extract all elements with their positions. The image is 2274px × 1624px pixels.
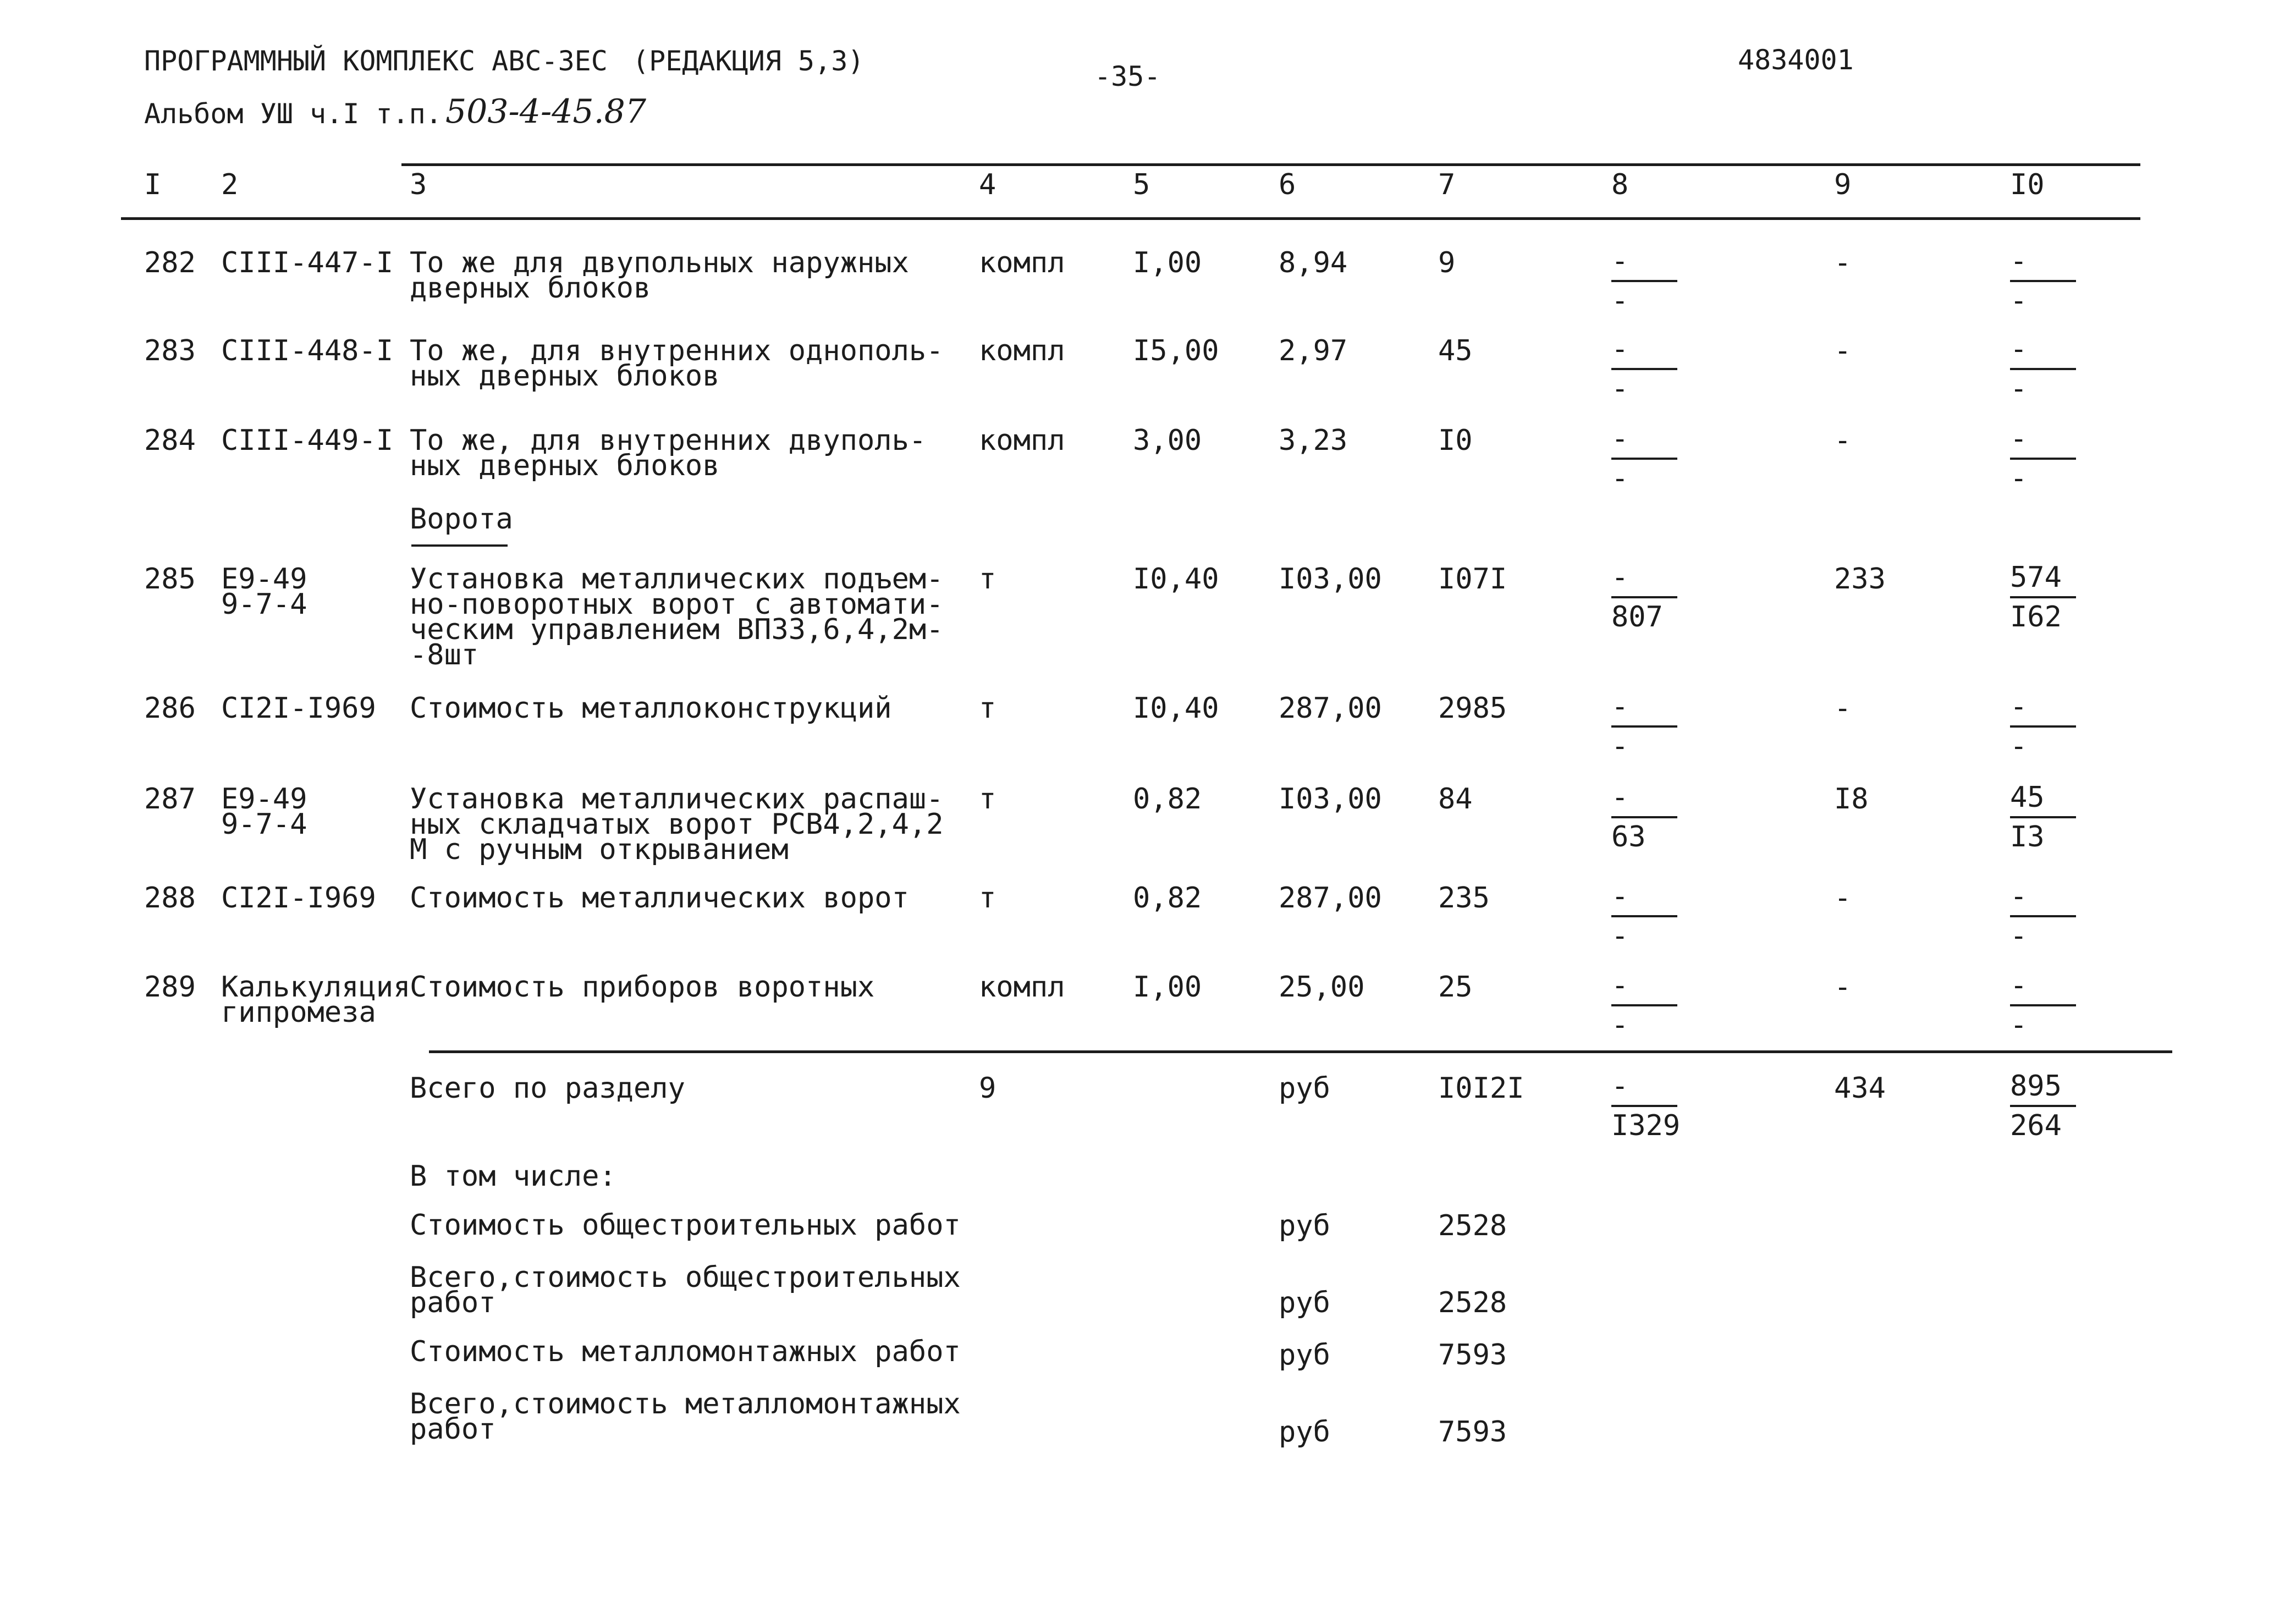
row-unit-price: 287,00	[1279, 882, 1382, 915]
total-col8-top: -	[1611, 1070, 1629, 1103]
header-bottom-rule	[121, 217, 2140, 220]
row-unit-price: I03,00	[1279, 563, 1382, 596]
row-unit: т	[979, 882, 996, 915]
row-c10-top: -	[2010, 690, 2028, 723]
row-description: Стоимость приборов воротных	[410, 971, 875, 1004]
row-description: Стоимость металлоконструкций	[410, 692, 892, 725]
summary-label: Стоимость металломонтажных работ	[410, 1335, 961, 1368]
summary-unit: руб	[1279, 1339, 1330, 1372]
doc-code: 4834001	[1738, 44, 1854, 76]
row-c8-top: -	[1611, 969, 1629, 1002]
row-c8-fraction	[1611, 969, 1677, 1042]
row-total: I0	[1438, 424, 1473, 457]
summary-value: 2528	[1438, 1286, 1507, 1319]
col-header: 6	[1279, 168, 1296, 201]
row-c8-bottom: 63	[1611, 821, 1646, 854]
row-code: Е9-49 9-7-4	[221, 563, 307, 621]
row-col9: -	[1834, 246, 1852, 279]
header-top-rule	[401, 163, 2140, 166]
col-header: 9	[1834, 168, 1852, 201]
row-code: СIII-448-I	[221, 334, 394, 367]
row-c8-bottom: 807	[1611, 601, 1663, 634]
row-c8-fraction	[1611, 333, 1677, 405]
total-unit: руб	[1279, 1072, 1330, 1105]
row-total: 2985	[1438, 692, 1507, 725]
row-unit: компл	[979, 246, 1065, 279]
row-unit-price: 2,97	[1279, 334, 1348, 367]
row-c10-bottom: -	[2010, 730, 2028, 763]
summary-unit: руб	[1279, 1209, 1330, 1242]
row-c8-fraction	[1611, 880, 1677, 953]
row-total: I07I	[1438, 563, 1507, 596]
including-label: В том числе:	[410, 1160, 616, 1193]
row-quantity: I0,40	[1133, 692, 1219, 725]
row-description: То же, для внутренних однополь- ных дверных блоков	[410, 334, 944, 393]
row-c8-top: -	[1611, 561, 1629, 594]
col-header: I	[144, 168, 162, 201]
row-total: 84	[1438, 783, 1473, 816]
row-total: 45	[1438, 334, 1473, 367]
col-header: 7	[1438, 168, 1456, 201]
row-quantity: 0,82	[1133, 783, 1202, 816]
row-c8-top: -	[1611, 333, 1629, 366]
row-c8-fraction	[1611, 245, 1677, 317]
summary-label: Стоимость общестроительных работ	[410, 1209, 961, 1242]
row-col9: I8	[1834, 783, 1869, 816]
row-description: То же, для внутренних двуполь- ных дверных блоков	[410, 424, 927, 482]
row-c8-bottom: -	[1611, 1009, 1629, 1042]
total-col8	[1611, 1070, 1680, 1142]
row-col9: -	[1834, 971, 1852, 1004]
row-col9: 233	[1834, 563, 1886, 596]
summary-value: 7593	[1438, 1416, 1507, 1449]
total-col10	[2010, 1070, 2076, 1142]
row-number: 288	[144, 882, 196, 915]
row-c10-fraction	[2010, 422, 2076, 495]
row-c8-bottom: -	[1611, 730, 1629, 763]
row-number: 289	[144, 971, 196, 1004]
row-total: 235	[1438, 882, 1490, 915]
row-number: 287	[144, 783, 196, 816]
album-prefix: Альбом УШ ч.I т.п.	[144, 98, 442, 130]
row-c8-top: -	[1611, 245, 1629, 278]
row-c8-fraction	[1611, 690, 1677, 763]
total-col10-bottom: 264	[2010, 1109, 2062, 1142]
row-unit: т	[979, 692, 996, 725]
row-c8-bottom: -	[1611, 920, 1629, 953]
row-col9: -	[1834, 424, 1852, 457]
row-c10-top: 574	[2010, 561, 2062, 594]
row-c10-fraction	[2010, 969, 2076, 1042]
row-description: Установка металлических подъем- но-поворотных ворот с автомати- ческим управлением ВПЗЗ,6,4,2м- -8шт	[410, 563, 944, 671]
row-c8-top: -	[1611, 690, 1629, 723]
row-c8-bottom: -	[1611, 462, 1629, 495]
section-title: Ворота	[410, 503, 513, 536]
summary-unit: руб	[1279, 1416, 1330, 1449]
summary-label: Всего,стоимость металломонтажных работ	[410, 1388, 961, 1446]
row-c10-fraction	[2010, 690, 2076, 763]
row-c8-fraction	[1611, 781, 1677, 854]
row-c10-top: -	[2010, 880, 2028, 913]
edition-label: (РЕДАКЦИЯ 5,3)	[632, 45, 865, 77]
row-total: 25	[1438, 971, 1473, 1004]
row-c10-bottom: -	[2010, 1009, 2028, 1042]
row-unit-price: 3,23	[1279, 424, 1348, 457]
row-code: СI2I-I969	[221, 692, 376, 725]
row-c10-bottom: I3	[2010, 821, 2045, 854]
row-c10-top: 45	[2010, 781, 2045, 814]
row-c8-top: -	[1611, 781, 1629, 814]
row-description: То же для двупольных наружных дверных блоков	[410, 246, 909, 305]
col-header: 3	[410, 168, 427, 201]
row-quantity: I0,40	[1133, 563, 1219, 596]
row-unit-price: 8,94	[1279, 246, 1348, 279]
row-c10-top: -	[2010, 969, 2028, 1002]
summary-value: 2528	[1438, 1209, 1507, 1242]
total-label: Всего по разделу	[410, 1072, 685, 1105]
row-number: 284	[144, 424, 196, 457]
row-col9: -	[1834, 334, 1852, 367]
row-c8-top: -	[1611, 880, 1629, 913]
col-header: 4	[979, 168, 996, 201]
row-unit-price: I03,00	[1279, 783, 1382, 816]
total-count: 9	[979, 1072, 996, 1105]
row-quantity: I,00	[1133, 246, 1202, 279]
row-code: СIII-449-I	[221, 424, 394, 457]
row-col9: -	[1834, 882, 1852, 915]
row-quantity: 3,00	[1133, 424, 1202, 457]
row-unit: компл	[979, 334, 1065, 367]
total-col10-top: 895	[2010, 1070, 2062, 1103]
row-c10-fraction	[2010, 561, 2076, 634]
row-number: 285	[144, 563, 196, 596]
row-description: Установка металлических распаш- ных складчатых ворот РСВ4,2,4,2 М с ручным открыванием	[410, 783, 944, 866]
row-unit: т	[979, 563, 996, 596]
row-code: СI2I-I969	[221, 882, 376, 915]
row-c10-bottom: -	[2010, 920, 2028, 953]
total-col9: 434	[1834, 1072, 1886, 1105]
total-rule	[429, 1050, 2172, 1053]
row-c8-fraction	[1611, 422, 1677, 495]
row-quantity: I5,00	[1133, 334, 1219, 367]
col-header: 5	[1133, 168, 1150, 201]
program-title: ПРОГРАММНЫЙ КОМПЛЕКС АВС-ЗЕС	[144, 45, 608, 77]
row-c10-fraction	[2010, 880, 2076, 953]
row-c10-top: -	[2010, 333, 2028, 366]
col-header: I0	[2010, 168, 2045, 201]
row-c10-bottom: -	[2010, 372, 2028, 405]
row-c10-top: -	[2010, 422, 2028, 455]
total-sum: I0I2I	[1438, 1072, 1524, 1105]
section-title-underline	[411, 544, 508, 547]
summary-value: 7593	[1438, 1339, 1507, 1372]
col-header: 8	[1611, 168, 1629, 201]
total-col8-bottom: I329	[1611, 1109, 1681, 1142]
row-number: 283	[144, 334, 196, 367]
row-unit-price: 287,00	[1279, 692, 1382, 725]
row-c10-bottom: I62	[2010, 601, 2062, 634]
summary-label: Всего,стоимость общестроительных работ	[410, 1261, 961, 1319]
row-col9: -	[1834, 692, 1852, 725]
row-description: Стоимость металлических ворот	[410, 882, 909, 915]
row-code: Калькуляция гипромеза	[221, 971, 411, 1029]
row-code: Е9-49 9-7-4	[221, 783, 307, 841]
row-c8-fraction	[1611, 561, 1677, 634]
row-quantity: I,00	[1133, 971, 1202, 1004]
row-c8-top: -	[1611, 422, 1629, 455]
row-c8-bottom: -	[1611, 284, 1629, 317]
row-total: 9	[1438, 246, 1456, 279]
row-quantity: 0,82	[1133, 882, 1202, 915]
row-number: 282	[144, 246, 196, 279]
row-c10-top: -	[2010, 245, 2028, 278]
row-c10-fraction	[2010, 333, 2076, 405]
row-unit-price: 25,00	[1279, 971, 1365, 1004]
album-handwritten-number: 503-4-45.87	[445, 92, 647, 131]
row-code: СIII-447-I	[221, 246, 394, 279]
row-c8-bottom: -	[1611, 372, 1629, 405]
row-unit: компл	[979, 971, 1065, 1004]
row-number: 286	[144, 692, 196, 725]
row-c10-bottom: -	[2010, 462, 2028, 495]
row-unit: компл	[979, 424, 1065, 457]
row-unit: т	[979, 783, 996, 816]
summary-unit: руб	[1279, 1286, 1330, 1319]
col-header: 2	[221, 168, 239, 201]
row-c10-bottom: -	[2010, 284, 2028, 317]
page-number: -35-	[1094, 60, 1161, 92]
row-c10-fraction	[2010, 245, 2076, 317]
row-c10-fraction	[2010, 781, 2076, 854]
